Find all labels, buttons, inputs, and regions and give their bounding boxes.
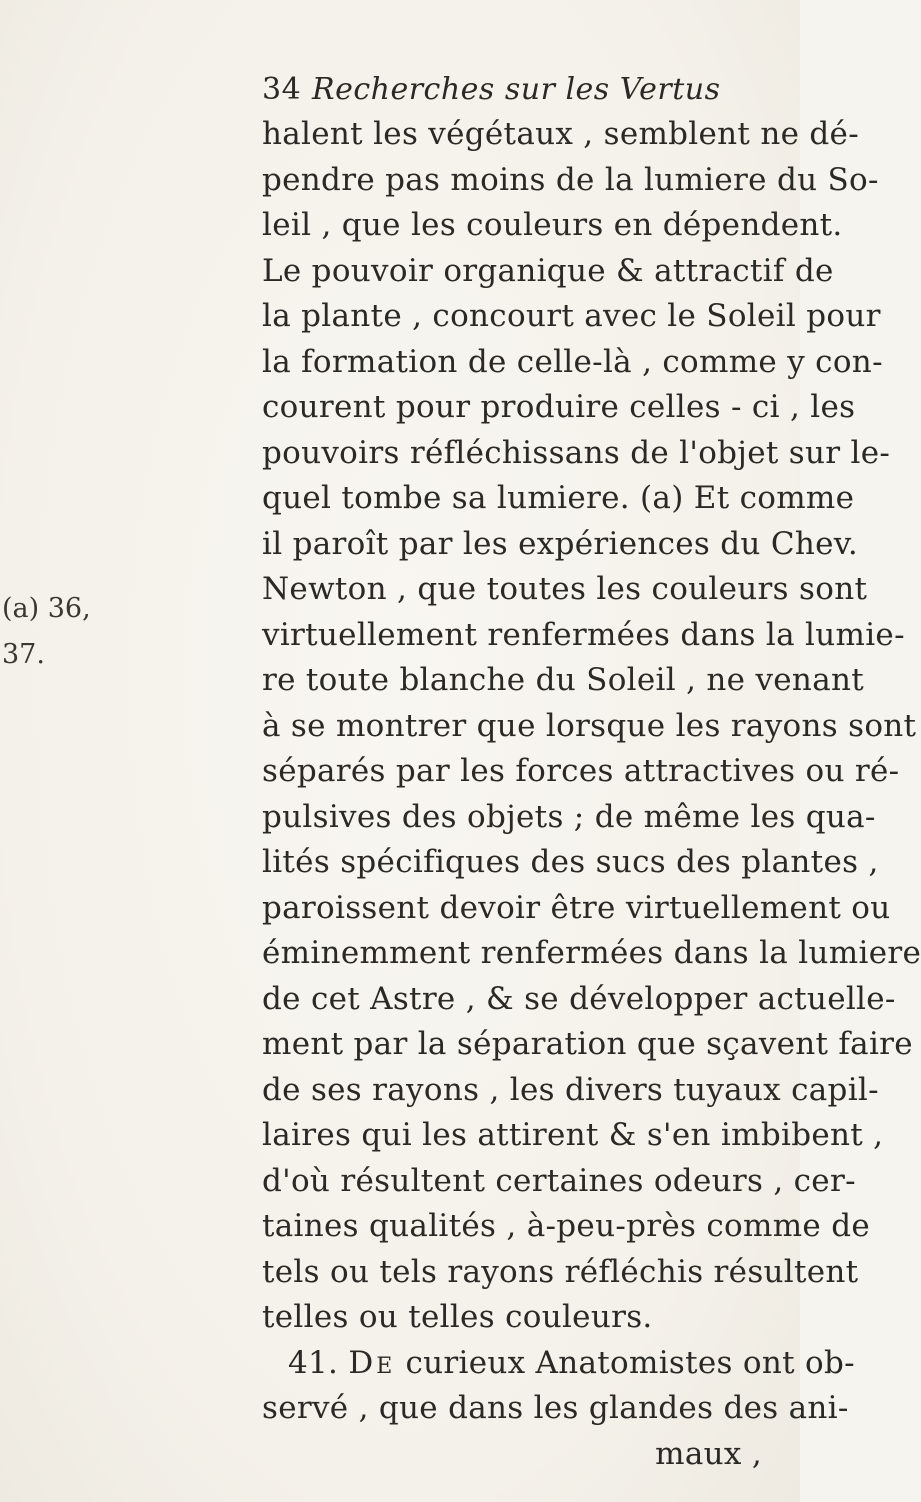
text-line: quel tombe sa lumiere. (a) Et comme xyxy=(262,480,855,516)
text-line: Le pouvoir organique & attractif de xyxy=(262,252,834,289)
text-line: la plante , concourt avec le Soleil pour xyxy=(262,298,881,334)
text-line: taines qualités , à-peu-près comme de xyxy=(262,1208,870,1244)
paragraph-line-rest: curieux Anatomistes ont ob- xyxy=(405,1344,855,1381)
text-line: pendre pas moins de la lumiere du So- xyxy=(262,161,879,198)
text-line: séparés par les forces attractives ou ré- xyxy=(262,753,900,789)
text-line: ment par la séparation que sçavent faire xyxy=(262,1026,913,1062)
text-line: courent pour produire celles - ci , les xyxy=(262,389,856,425)
margin-note-b: 37. xyxy=(2,639,45,670)
text-line: à se montrer que lorsque les rayons sont xyxy=(262,707,917,744)
text-line: halent les végétaux , semblent ne dé- xyxy=(262,116,859,152)
paragraph-number: 41. xyxy=(288,1344,339,1381)
text-line: lités spécifiques des sucs des plantes , xyxy=(262,844,879,880)
text-line: de ses rayons , les divers tuyaux capil- xyxy=(262,1071,879,1108)
catchword: maux , xyxy=(655,1435,762,1472)
text-line: paroissent devoir être virtuellement ou xyxy=(262,889,891,926)
text-line: il paroît par les expériences du Chev. xyxy=(262,525,859,562)
page-header xyxy=(262,72,762,112)
text-line: éminemment renfermées dans la lumiere xyxy=(262,935,921,971)
text-line: de cet Astre , & se développer actuelle- xyxy=(262,980,896,1017)
text-line: pouvoirs réfléchissans de l'objet sur le- xyxy=(262,434,891,471)
text-line: servé , que dans les glandes des ani- xyxy=(262,1390,849,1426)
text-line: la formation de celle-là , comme y con- xyxy=(262,343,883,380)
text-line: pulsives des objets ; de même les qua- xyxy=(262,798,876,835)
body-text xyxy=(262,112,921,1477)
text-line-paragraph-end: telles ou telles couleurs. xyxy=(262,1299,653,1335)
text-line: d'où résultent certaines odeurs , cer- xyxy=(262,1162,856,1199)
page-number: 34 xyxy=(262,72,302,107)
text-line: leil , que les couleurs en dépendent. xyxy=(262,207,843,243)
paragraph-41-first-line xyxy=(262,1341,855,1387)
text-line: virtuellement renfermées dans la lumie- xyxy=(262,616,905,653)
paragraph-initial-word: De xyxy=(348,1344,396,1381)
text-line: tels ou tels rayons réfléchis résultent xyxy=(262,1253,859,1290)
text-line: re toute blanche du Soleil , ne venant xyxy=(262,662,865,698)
text-line: Newton , que toutes les couleurs sont xyxy=(262,571,868,607)
running-title: Recherches sur les Vertus xyxy=(312,72,721,107)
margin-note-a: (a) 36, xyxy=(2,593,91,624)
text-line: laires qui les attirent & s'en imbibent , xyxy=(262,1117,884,1153)
